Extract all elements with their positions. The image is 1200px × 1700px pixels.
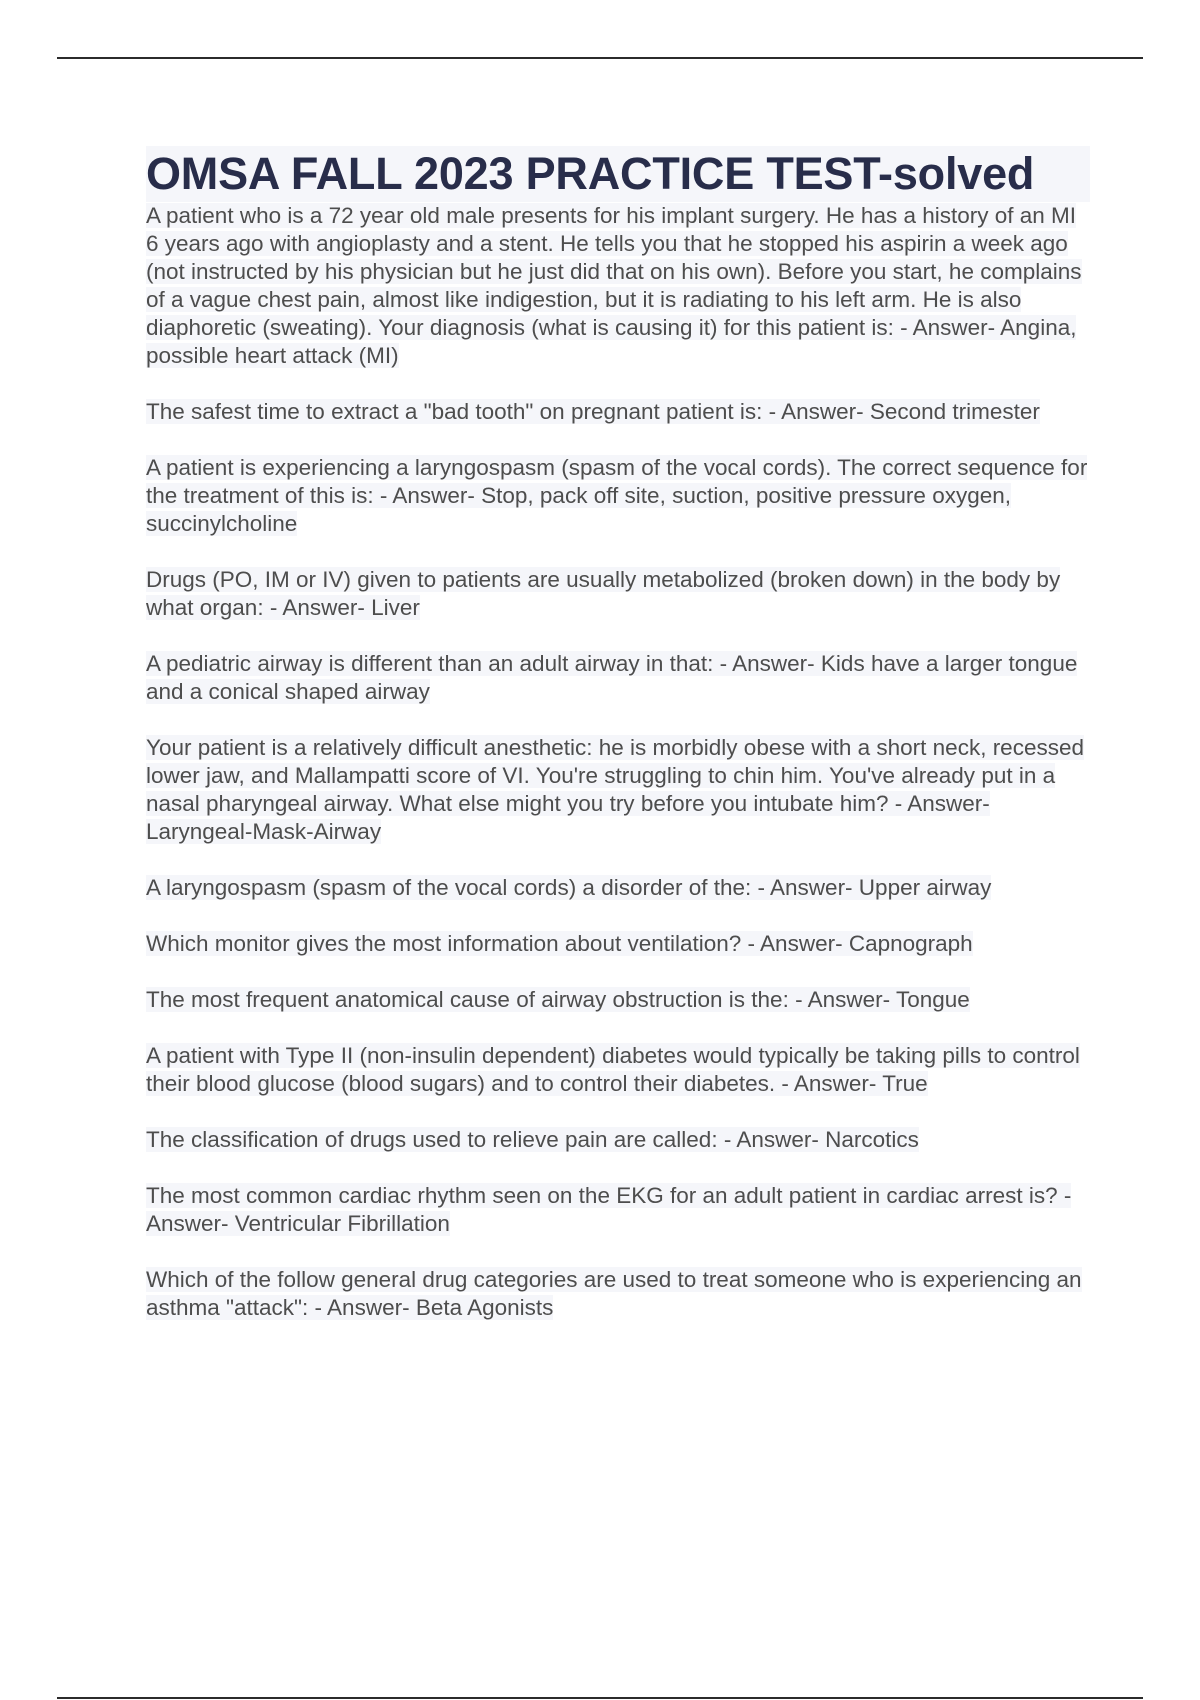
document-body xyxy=(146,146,1090,1350)
qa-item-7 xyxy=(146,874,1090,902)
qa-item-10 xyxy=(146,1042,1090,1098)
qa-item-2 xyxy=(146,398,1090,426)
bottom-divider xyxy=(57,1697,1143,1699)
qa-text: A patient is experiencing a laryngospasm (spasm of the vocal cords). The correct sequence for the treatment of this is: - Answer- Stop, pack off site, suction, positive pressure oxygen, succinylcholine xyxy=(146,455,1088,536)
qa-text: Your patient is a relatively difficult anesthetic: he is morbidly obese with a short neck, recessed lower jaw, and Mallampatti score of VI. You're struggling to chin him. You've already put in a nasal pharyngeal airway. What else might you try before you intubate him? - Answer- Laryngeal-Mask-Airway xyxy=(146,735,1084,844)
qa-item-11 xyxy=(146,1126,1090,1154)
qa-item-3 xyxy=(146,454,1090,538)
qa-text: The classification of drugs used to relieve pain are called: - Answer- Narcotics xyxy=(146,1127,919,1152)
top-divider xyxy=(57,57,1143,59)
qa-text: Drugs (PO, IM or IV) given to patients are usually metabolized (broken down) in the body by what organ: - Answer- Liver xyxy=(146,567,1061,620)
qa-item-5 xyxy=(146,650,1090,706)
qa-text: A patient with Type II (non-insulin dependent) diabetes would typically be taking pills to control their blood glucose (blood sugars) and to control their diabetes. - Answer- True xyxy=(146,1043,1080,1096)
qa-text: The most frequent anatomical cause of airway obstruction is the: - Answer- Tongue xyxy=(146,987,970,1012)
qa-item-13 xyxy=(146,1266,1090,1322)
document-title: OMSA FALL 2023 PRACTICE TEST-solved xyxy=(146,146,1090,202)
qa-text: The most common cardiac rhythm seen on the EKG for an adult patient in cardiac arrest is? - Answer- Ventricular Fibrillation xyxy=(146,1183,1072,1236)
qa-item-8 xyxy=(146,930,1090,958)
qa-text: A patient who is a 72 year old male presents for his implant surgery. He has a history of an MI 6 years ago with angioplasty and a stent. He tells you that he stopped his aspirin a week ago (not instructed by his physician but he just did that on his own). Before you start, he complains of a vague chest pain, almost like indigestion, but it is radiating to his left arm. He is also diaphoretic (sweating). Your diagnosis (what is causing it) for this patient is: - Answer- Angina, possible heart attack (MI) xyxy=(146,203,1082,368)
question-list xyxy=(146,202,1090,1322)
qa-text: Which monitor gives the most information about ventilation? - Answer- Capnograph xyxy=(146,931,973,956)
qa-item-6 xyxy=(146,734,1090,846)
qa-text: A pediatric airway is different than an adult airway in that: - Answer- Kids have a larger tongue and a conical shaped airway xyxy=(146,651,1078,704)
qa-text: A laryngospasm (spasm of the vocal cords) a disorder of the: - Answer- Upper airway xyxy=(146,875,992,900)
qa-item-9 xyxy=(146,986,1090,1014)
qa-text: Which of the follow general drug categories are used to treat someone who is experiencing an asthma "attack": - Answer- Beta Agonists xyxy=(146,1267,1082,1320)
qa-item-1 xyxy=(146,202,1090,370)
qa-item-12 xyxy=(146,1182,1090,1238)
qa-text: The safest time to extract a "bad tooth" on pregnant patient is: - Answer- Second trimester xyxy=(146,399,1040,424)
qa-item-4 xyxy=(146,566,1090,622)
